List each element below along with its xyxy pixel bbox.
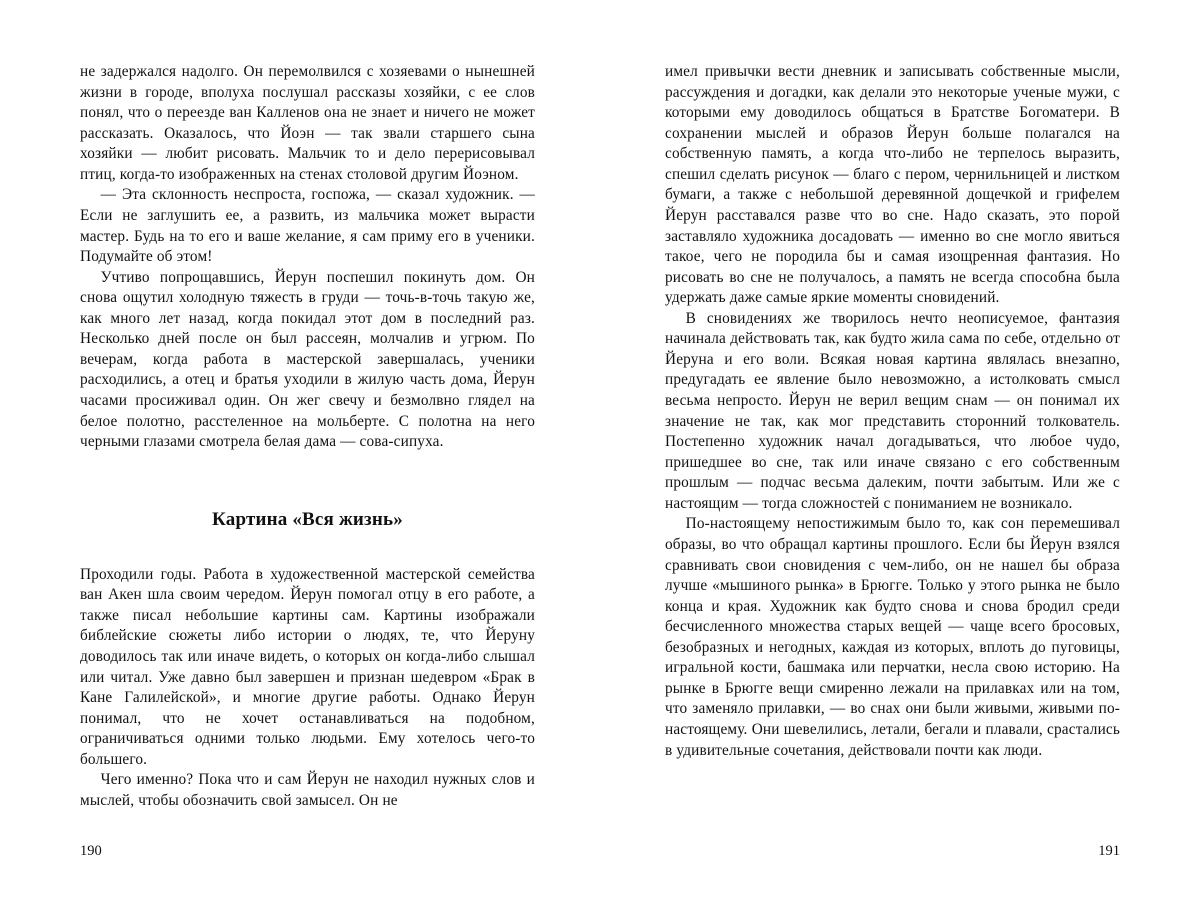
- paragraph: имел привычки вести дневник и записывать собственные мысли, рассуждения и догадки, как делали это некоторые ученые мужи, с которыми ему доводилось общаться в Братстве Богоматери. В сохранении мыслей и образов Йерун больше полагался на собственную память, а когда что-либо не терпелось выразить, спешил сделать рисунок — благо с пером, чернильницей и листком бумаги, а также с небольшой деревянной дощечкой и грифелем Йерун расставался разве что во сне. Надо сказать, это порой заставляло художника досадовать — именно во сне могло явиться такое, чего не породила бы и самая изощренная фантазия. Но рисовать во сне не получалось, а память не всегда способна была удержать даже самые яркие моменты сновидений.: [665, 63, 1120, 307]
- page-number-left: 190: [80, 843, 102, 859]
- paragraph: не задержался надолго. Он перемолвился с хозяевами о нынешней жизни в городе, вполуха послушал рассказы хозяйки, с ее слов понял, что о переезде ван Калленов она не знает и ничего не может рассказать. Оказалось, что Йоэн — так звали старшего сына хозяйки — любит рисовать. Мальчик то и дело перерисовывал птиц, когда-то изображенных на стенах столовой другим Йоэном.: [80, 63, 535, 183]
- left-page-column: [80, 62, 535, 811]
- paragraph: По-настоящему непостижимым было то, как сон перемешивал образы, во что обращал картины прошлого. Если бы Йерун взялся сравнивать свои сновидения с чем-либо, он не нашел бы образа лучше «мышиного рынка» в Брюгге. Только у этого рынка не было конца и края. Художник как будто снова и снова бродил среди бесчисленного множества старых вещей — чаще всего бросовых, безобразных и негодных, каждая из которых, вплоть до пуговицы, игральной кости, башмака или перчатки, несла свою историю. На рынке в Брюгге вещи смиренно лежали на прилавках или на том, что заменяло прилавки, — во снах они были живыми, живыми по-настоящему. Они шевелились, летали, бегали и плавали, срастались в удивительные сочетания, действовали почти как люди.: [665, 515, 1120, 759]
- right-page-column: [665, 62, 1120, 811]
- spread-columns: [0, 62, 1200, 811]
- spacer: [80, 453, 535, 509]
- paragraph: — Эта склонность неспроста, госпожа, — сказал художник. — Если не заглушить ее, а развить, из мальчика может вырасти мастер. Будь на то его и ваше желание, я сам приму его в ученики. Подумайте об этом!: [80, 186, 535, 266]
- paragraph: В сновидениях же творилось нечто неописуемое, фантазия начинала действовать так, как будто жила сама по себе, отдельно от Йеруна и его воли. Всякая новая картина являлась внезапно, предугадать ее явление было невозможно, а истолковать смысл весьма непросто. Йерун не верил вещим снам — он понимал их значение не так, как мог представить сторонний толкователь. Постепенно художник начал догадываться, что любое чудо, пришедшее во сне, так или иначе связано с его собственным прошлым — подчас весьма далеким, почти забытым. Или же с настоящим — тогда сложностей с пониманием не возникало.: [665, 309, 1120, 512]
- paragraph: Учтиво попрощавшись, Йерун поспешил покинуть дом. Он снова ощутил холодную тяжесть в груди — точь-в-точь такую же, как много лет назад, когда покидал этот дом в последний раз. Несколько дней после он был рассеян, молчалив и угрюм. По вечерам, когда работа в мастерской завершалась, ученики расходились, а отец и братья уходили в жилую часть дома, Йерун часами просиживал один. Он жег свечу и безмолвно глядел на белое полотно, расстеленное на мольберте. С полотна на него черными глазами смотрела белая дама — сова-сипуха.: [80, 268, 535, 451]
- spacer: [80, 531, 535, 565]
- page-number-right: 191: [1098, 843, 1120, 859]
- paragraph: Чего именно? Пока что и сам Йерун не находил нужных слов и мыслей, чтобы обозначить свой замысел. Он не: [80, 771, 535, 809]
- paragraph: Проходили годы. Работа в художественной мастерской семейства ван Акен шла своим чередом. Йерун помогал отцу в его работе, а также писал небольшие картины сам. Картины изображали библейские сюжеты либо истории о людях, те, что Йеруну доводилось так или иначе видеть, о которых он когда-либо слышал или читал. Уже давно был завершен и признан шедевром «Брак в Кане Галилейской», и многие другие работы. Однако Йерун понимал, что не хочет останавливаться на подобном, ограничиваться одними только людьми. Ему хотелось чего-то большего.: [80, 565, 535, 768]
- section-title: Картина «Вся жизнь»: [212, 508, 403, 530]
